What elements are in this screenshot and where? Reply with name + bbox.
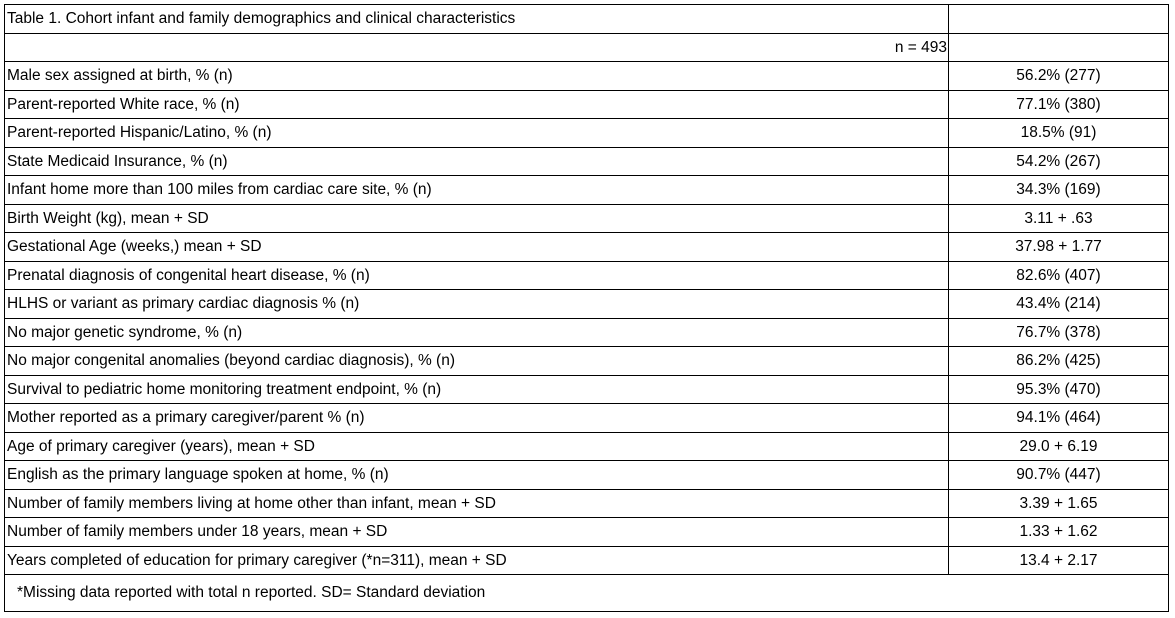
table-row xyxy=(5,62,1169,91)
table-row xyxy=(5,119,1169,148)
table-row xyxy=(5,90,1169,119)
n-row xyxy=(5,33,1169,62)
demographics-table-sheet xyxy=(4,4,1168,612)
table-row xyxy=(5,318,1169,347)
footnote-row xyxy=(5,575,1169,612)
table-row xyxy=(5,290,1169,319)
row-label: Prenatal diagnosis of congenital heart disease, % (n) xyxy=(5,261,949,290)
row-label: No major genetic syndrome, % (n) xyxy=(5,318,949,347)
row-label: No major congenital anomalies (beyond cardiac diagnosis), % (n) xyxy=(5,347,949,376)
row-label: Parent-reported White race, % (n) xyxy=(5,90,949,119)
row-value: 43.4% (214) xyxy=(949,290,1169,319)
row-value: 18.5% (91) xyxy=(949,119,1169,148)
row-label: Male sex assigned at birth, % (n) xyxy=(5,62,949,91)
row-value: 82.6% (407) xyxy=(949,261,1169,290)
row-label: Parent-reported Hispanic/Latino, % (n) xyxy=(5,119,949,148)
row-value: 3.39 + 1.65 xyxy=(949,489,1169,518)
row-value: 3.11 + .63 xyxy=(949,204,1169,233)
row-label: English as the primary language spoken at home, % (n) xyxy=(5,461,949,490)
table-row xyxy=(5,347,1169,376)
row-label: Years completed of education for primary caregiver (*n=311), mean + SD xyxy=(5,546,949,575)
table-row xyxy=(5,489,1169,518)
row-label: HLHS or variant as primary cardiac diagnosis % (n) xyxy=(5,290,949,319)
table-row xyxy=(5,233,1169,262)
row-label: Mother reported as a primary caregiver/parent % (n) xyxy=(5,404,949,433)
row-value: 77.1% (380) xyxy=(949,90,1169,119)
row-value: 95.3% (470) xyxy=(949,375,1169,404)
row-value: 76.7% (378) xyxy=(949,318,1169,347)
table-row xyxy=(5,147,1169,176)
table-row xyxy=(5,461,1169,490)
table-title: Table 1. Cohort infant and family demographics and clinical characteristics xyxy=(5,5,949,34)
row-value: 37.98 + 1.77 xyxy=(949,233,1169,262)
table-row xyxy=(5,546,1169,575)
table-row xyxy=(5,204,1169,233)
sample-size-label: n = 493 xyxy=(5,33,949,62)
row-value: 86.2% (425) xyxy=(949,347,1169,376)
row-label: Age of primary caregiver (years), mean + SD xyxy=(5,432,949,461)
row-value: 56.2% (277) xyxy=(949,62,1169,91)
row-label: Number of family members under 18 years, mean + SD xyxy=(5,518,949,547)
table-row xyxy=(5,404,1169,433)
table-row xyxy=(5,176,1169,205)
title-row xyxy=(5,5,1169,34)
row-value: 54.2% (267) xyxy=(949,147,1169,176)
n-value-cell xyxy=(949,33,1169,62)
row-label: Gestational Age (weeks,) mean + SD xyxy=(5,233,949,262)
row-label: State Medicaid Insurance, % (n) xyxy=(5,147,949,176)
table-row xyxy=(5,518,1169,547)
table-row xyxy=(5,375,1169,404)
row-label: Birth Weight (kg), mean + SD xyxy=(5,204,949,233)
row-label: Infant home more than 100 miles from cardiac care site, % (n) xyxy=(5,176,949,205)
title-value-cell xyxy=(949,5,1169,34)
demographics-table xyxy=(4,4,1169,612)
row-value: 90.7% (447) xyxy=(949,461,1169,490)
row-label: Number of family members living at home other than infant, mean + SD xyxy=(5,489,949,518)
table-row xyxy=(5,261,1169,290)
row-value: 29.0 + 6.19 xyxy=(949,432,1169,461)
table-row xyxy=(5,432,1169,461)
row-value: 34.3% (169) xyxy=(949,176,1169,205)
row-value: 1.33 + 1.62 xyxy=(949,518,1169,547)
row-value: 94.1% (464) xyxy=(949,404,1169,433)
row-label: Survival to pediatric home monitoring treatment endpoint, % (n) xyxy=(5,375,949,404)
table-footnote: *Missing data reported with total n reported. SD= Standard deviation xyxy=(5,575,1169,612)
row-value: 13.4 + 2.17 xyxy=(949,546,1169,575)
